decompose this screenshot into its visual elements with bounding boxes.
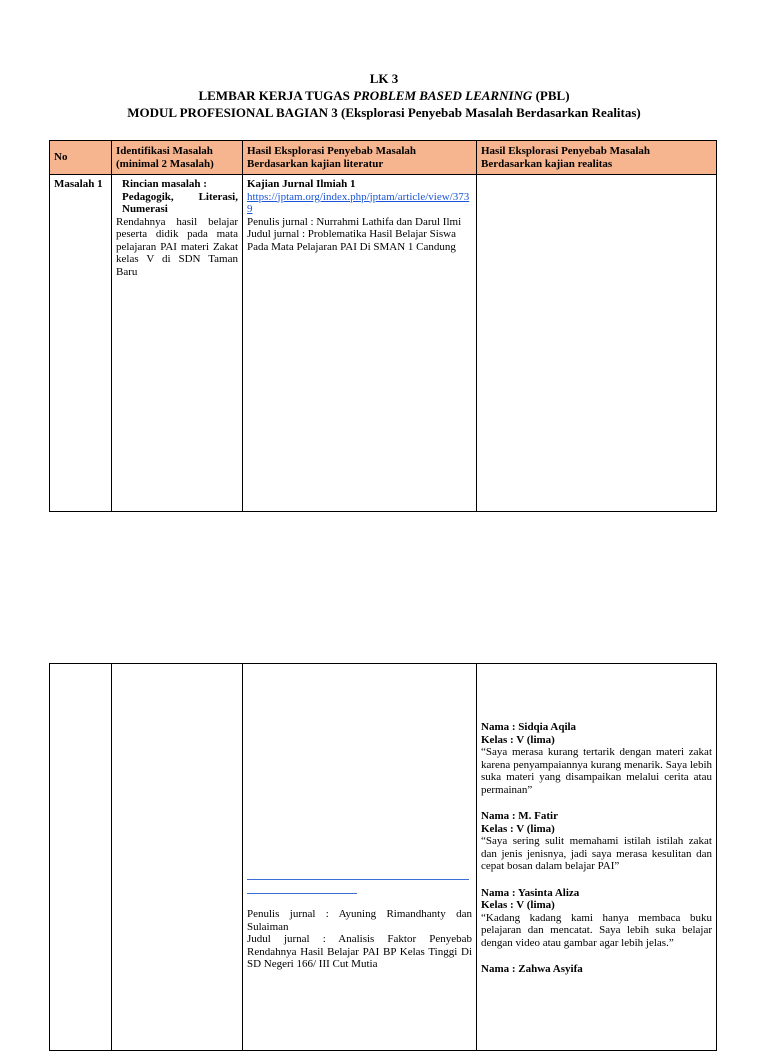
table-header-row (50, 141, 717, 175)
student-quote: “Saya sering sulit memahami istilah istilah zakat dan jenis jenisnya, jadi saya merasa kesulitan dan cepat bosan dalam belajar PAI” (481, 835, 712, 872)
journal-title: Kajian Jurnal Ilmiah 1 (247, 178, 356, 190)
literature-cell (243, 175, 477, 512)
problem-description: Rendahnya hasil belajar peserta didik pada mata pelajaran PAI materi Zakat kelas V di SDN Taman Baru (116, 215, 238, 278)
student-name: Nama : Yasinta Aliza (481, 886, 580, 899)
table-row (50, 664, 717, 1051)
interview-entry (481, 721, 712, 796)
interview-entry (481, 810, 712, 873)
interview-entry (481, 963, 712, 976)
header-literatur: Hasil Eksplorasi Penyebab Masalah Berdasarkan kajian literatur (243, 141, 477, 175)
student-quote: “Saya merasa kurang tertarik dengan materi zakat karena penyampaiannya kurang menarik. Saya lebih suka materi yang disampaikan melalui cerita atau permainan” (481, 746, 712, 796)
literature-cell-2 (243, 664, 477, 1051)
student-quote: “Kadang kadang kami hanya membaca buku pelajaran dan mencatat. Saya lebih suka belajar dengan video atau gambar agar lebih jelas.” (481, 911, 712, 949)
problem-detail-title: Rincian masalah : (122, 178, 207, 190)
worksheet-table-1 (49, 140, 717, 512)
row-number: Masalah 1 (50, 175, 112, 512)
journal-author-2: Penulis jurnal : Ayuning Rimandhanty dan Sulaiman (247, 908, 472, 933)
worksheet-table-2 (49, 663, 717, 1051)
reality-cell (477, 175, 717, 512)
problem-identification-cell (112, 175, 243, 512)
problem-category: Pedagogik, Literasi, Numerasi (122, 190, 238, 215)
worksheet-subtitle: MODUL PROFESIONAL BAGIAN 3 (Eksplorasi Penyebab Masalah Berdasarkan Realitas) (127, 105, 641, 120)
student-name: Nama : Zahwa Asyifa (481, 963, 583, 975)
interview-entry (481, 887, 712, 950)
student-class: Kelas : V (lima) (481, 899, 555, 911)
worksheet-header (0, 70, 768, 121)
row-number-empty (50, 664, 112, 1051)
reality-cell-2 (477, 664, 717, 1051)
header-realitas: Hasil Eksplorasi Penyebab Masalah Berdasarkan kajian realitas (477, 141, 717, 175)
header-no: No (50, 141, 112, 175)
student-class: Kelas : V (lima) (481, 733, 555, 746)
problem-identification-empty (112, 664, 243, 1051)
journal-name-2: Judul jurnal : Analisis Faktor Penyebab Rendahnya Hasil Belajar PAI BP Kelas Tinggi Di SD Negeri 166/ III Cut Mutia (247, 933, 472, 970)
header-identifikasi: Identifikasi Masalah (minimal 2 Masalah) (112, 141, 243, 175)
worksheet-title: LEMBAR KERJA TUGAS PROBLEM BASED LEARNING (PBL) (198, 88, 570, 103)
student-name: Nama : Sidqia Aqila (481, 721, 577, 733)
student-class: Kelas : V (lima) (481, 822, 555, 835)
journal-name: Judul jurnal : Problematika Hasil Belajar Siswa Pada Mata Pelajaran PAI Di SMAN 1 Candung (247, 228, 456, 253)
student-name: Nama : M. Fatir (481, 810, 558, 822)
worksheet-code: LK 3 (369, 71, 399, 86)
table-row (50, 175, 717, 512)
journal-author: Penulis jurnal : Nurrahmi Lathifa dan Darul Ilmi (247, 215, 462, 228)
journal-link[interactable]: https://jptam.org/index.php/jptam/article/view/3739 (247, 190, 470, 215)
